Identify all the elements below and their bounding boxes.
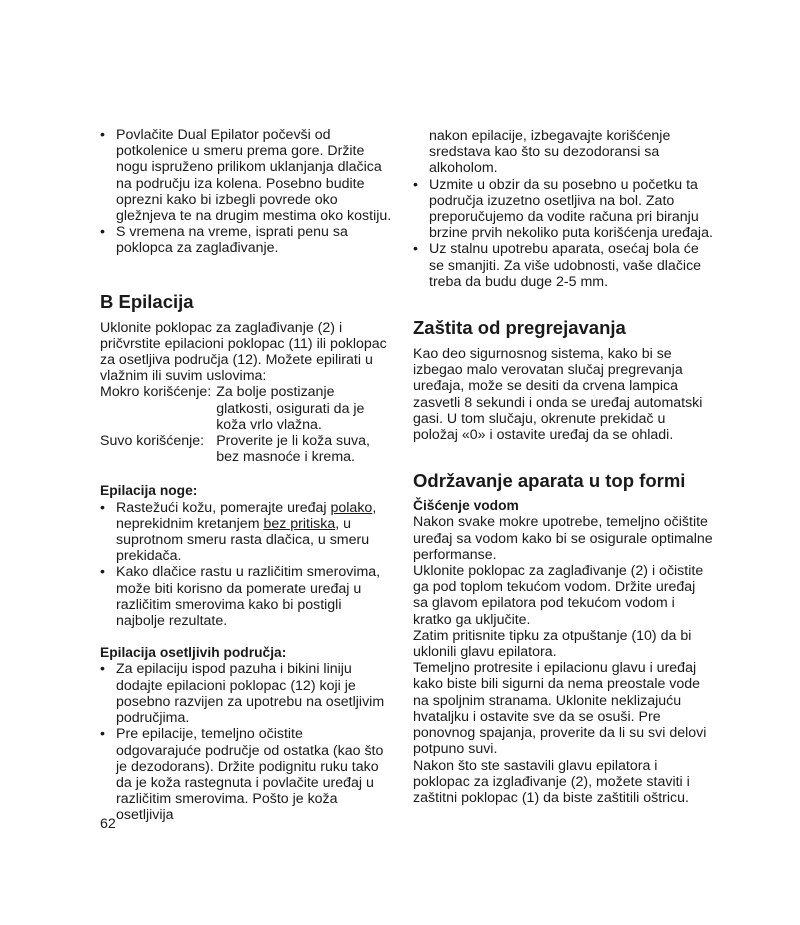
underlined-text: polako <box>330 499 373 516</box>
section-b-intro: Uklonite poklopac za zaglađivanje (2) i pričvrstite epilacioni poklopac (11) ili poklopac za osetljiva područja (12). Možete epilirati u vlažnim ili suvim uslovima: <box>100 319 387 385</box>
list-item: • S vremena na vreme, isprati penu sa poklopca za zaglađivanje. <box>100 224 392 256</box>
list-item: • Uz stalnu upotrebu aparata, osećaj bola će se smanjiti. Za više udobnosti, vaše dlačice treba da budu duge 2-5 mm. <box>413 241 713 290</box>
left-column <box>100 127 392 824</box>
continuation-text: nakon epilacije, izbegavajte korišćenje sredstava kao što su dezodoransi sa alkoholom. <box>429 128 671 177</box>
usage-desc: Proverite je li koža suva, bez masnoće i krema. <box>216 433 370 466</box>
list-item: • Pre epilacije, temeljno očistite odgovarajuće područje od ostatka (kao što je dezodorans). Držite podignitu ruku tako da je koža rastegnuta i povlačite uređaj u različitim smerovima. Pošto je koža osetljivija <box>100 726 392 823</box>
page-number: 62 <box>100 816 116 832</box>
legs-heading: Epilacija noge: <box>100 483 198 499</box>
sensitive-bullet-list <box>100 661 392 823</box>
overheat-heading: Zaštita od pregrejavanja <box>413 317 626 339</box>
intro-bullet-list <box>100 127 392 257</box>
cleaning-paragraph: Nakon što ste sastavili glavu epilatora i poklopac za izglađivanje (2), možete staviti i zaštitni poklopac (1) da biste zaštitili oštricu. <box>413 757 690 806</box>
usage-desc: Za bolje postizanje glatkosti, osigurati da je koža vrlo vlažna. <box>216 384 365 433</box>
usage-term: Mokro korišćenje: <box>100 384 212 401</box>
usage-row-wet <box>100 384 392 433</box>
usage-row-dry <box>100 433 392 465</box>
overheat-text: Kao deo sigurnosnog sistema, kako bi se izbegao malo verovatan slučaj pregrevanja uređaja, može se desiti da crvena lampica zasvetli 8 sekundi i onda se uređaj automatski gasi. U tom slučaju, okrenute prekidač u položaj «0» i ostavite uređaj da se ohladi. <box>413 346 703 444</box>
right-bullet-list <box>413 177 713 290</box>
right-column <box>413 128 713 806</box>
cleaning-paragraph: Nakon svake mokre upotrebe, temeljno očištite uređaj sa vodom kako bi se osigurale optimalne performanse. <box>413 514 713 563</box>
cleaning-heading: Čišćenje vodom <box>413 498 519 514</box>
maintenance-heading: Održavanje aparata u top formi <box>413 470 686 492</box>
usage-table <box>100 384 392 465</box>
list-item: • Za epilaciju ispod pazuha i bikini liniju dodajte epilacioni poklopac (12) koji je posebno razvijen za upotrebu na osetljivim područjima. <box>100 661 392 726</box>
cleaning-paragraph: Zatim pritisnite tipku za otpuštanje (10) da bi uklonili glavu epilatora. <box>413 627 692 661</box>
sensitive-areas-heading: Epilacija osetljivih područja: <box>100 645 287 661</box>
list-item: • Uzmite u obzir da su posebno u početku ta područja izuzetno osetljiva na bol. Zato preporučujemo da vodite računa pri biranju brzine prvih nekoliko puta korišćenja uređaja. <box>413 177 713 242</box>
legs-bullet-list <box>100 500 392 630</box>
text-run: , u suprotnom smeru rasta dlačica, u smeru prekidača. <box>116 515 370 565</box>
text-run: Rastežući kožu, pomerajte uređaj <box>116 499 331 516</box>
text-run: , neprekidnim kretanjem <box>116 499 377 532</box>
section-b-heading: B Epilacija <box>100 290 194 312</box>
underlined-text: bez pritiska <box>263 515 336 532</box>
list-item <box>100 500 392 565</box>
list-item: • Kako dlačice rastu u različitim smerovima, može biti korisno da pomerate uređaj u različitim smerovima kako bi postigli najbolje rezultate. <box>100 564 392 629</box>
cleaning-paragraph: Uklonite poklopac za zaglađivanje (2) i očistite ga pod toplom tekućom vodom. Držite uređaj sa glavom epilatora pod tekućom vodom i kratko ga uključite. <box>413 563 704 628</box>
cleaning-paragraph: Temeljno protresite i epilacionu glavu i uređaj kako biste bili sigurni da nema preostale vode na spoljnim stranama. Uklonite neklizajuću hvataljku i ostavite sve da se osuši. Pre ponovnog spajanja, proverite da li su svi delovi potpuno suvi. <box>413 660 707 758</box>
list-item: • Povlačite Dual Epilator počevši od potkolenice u smeru prema gore. Držite nogu ispruženo prilikom uklanjanja dlačica na području iza kolena. Posebno budite oprezni kako bi izbegli povrede oko gležnjeva te na drugim mestima oko kostiju. <box>100 127 392 224</box>
usage-term: Suvo korišćenje: <box>100 433 205 450</box>
